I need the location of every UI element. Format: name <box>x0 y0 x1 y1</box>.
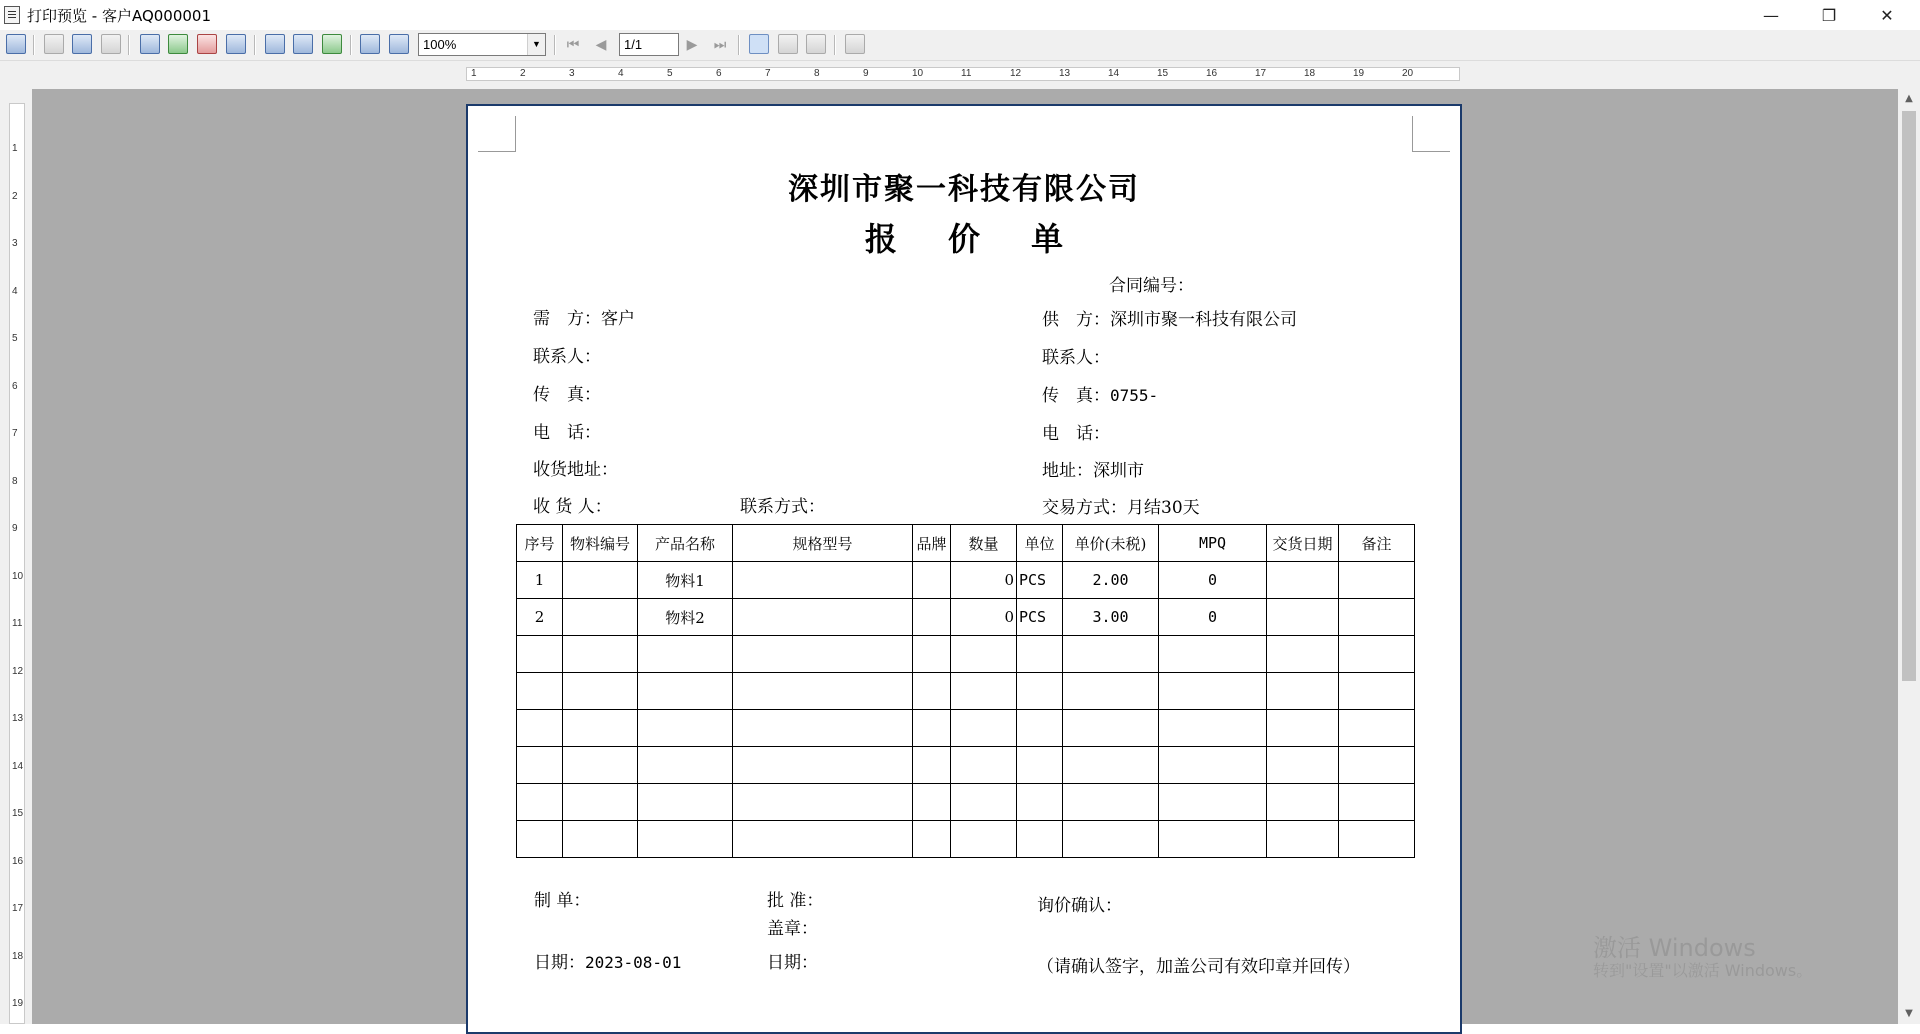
table-cell <box>913 710 951 747</box>
toolbar <box>0 30 1920 61</box>
table-cell: PCS <box>1017 599 1063 636</box>
table-cell: PCS <box>1017 562 1063 599</box>
table-cell <box>638 710 733 747</box>
table-cell: 2 <box>517 599 563 636</box>
zoom-in-icon[interactable] <box>360 34 380 54</box>
seller-phone-label: 电 话： <box>1042 424 1110 444</box>
table-cell <box>563 710 638 747</box>
table-cell <box>951 673 1017 710</box>
seller-address-label: 地址： <box>1042 461 1093 481</box>
ruler-label: 16 <box>12 855 24 867</box>
table-cell <box>638 673 733 710</box>
table-header-cell: MPQ <box>1159 525 1267 562</box>
table-cell <box>517 673 563 710</box>
table-cell <box>951 636 1017 673</box>
restore-button[interactable]: ❐ <box>1821 5 1837 25</box>
first-page-icon[interactable]: ⏮ <box>566 37 580 53</box>
ruler-label: 1 <box>471 68 477 79</box>
ruler-label: 9 <box>863 68 869 79</box>
email-icon[interactable] <box>226 34 246 54</box>
date-1-label: 日期： <box>534 953 585 973</box>
prev-page-icon[interactable]: ◀ <box>595 37 607 53</box>
table-cell <box>563 784 638 821</box>
table-cell <box>951 710 1017 747</box>
ruler-label: 15 <box>12 808 24 819</box>
ruler-label: 16 <box>1206 68 1218 79</box>
ruler-label: 7 <box>12 428 18 439</box>
scroll-up-icon[interactable]: ▲ <box>1905 93 1913 104</box>
buyer-address-label: 收货地址： <box>533 460 618 480</box>
document-title: 报 价 单 <box>864 220 1084 258</box>
title-bar <box>0 0 1920 30</box>
ruler-label: 2 <box>520 68 526 79</box>
table-cell <box>517 784 563 821</box>
table-cell <box>913 599 951 636</box>
zoom-value: 100% <box>423 37 457 52</box>
ruler-label: 15 <box>1157 68 1169 79</box>
table-cell <box>733 673 913 710</box>
table-cell <box>1339 673 1415 710</box>
table-cell <box>1267 821 1339 858</box>
ruler-label: 10 <box>12 570 24 582</box>
ruler-label: 2 <box>12 190 18 202</box>
table-cell <box>517 821 563 858</box>
ruler-label: 3 <box>12 238 18 249</box>
table-cell <box>517 636 563 673</box>
ruler-label: 6 <box>716 68 722 79</box>
vertical-ruler-bar <box>0 89 32 1024</box>
table-cell: 2.00 <box>1063 562 1159 599</box>
table-row <box>517 636 1415 673</box>
ruler-label: 20 <box>1402 68 1414 79</box>
close-icon[interactable] <box>845 34 865 54</box>
table-cell <box>1339 562 1415 599</box>
prepared-by-label: 制 单： <box>534 891 591 911</box>
last-page-icon[interactable]: ⏭ <box>713 37 727 53</box>
date-1 <box>534 948 681 973</box>
tools-icon[interactable] <box>101 34 121 54</box>
book-icon[interactable] <box>72 34 92 54</box>
page-indicator: 1/1 <box>624 37 643 52</box>
table-cell <box>563 673 638 710</box>
table-row <box>517 562 1415 599</box>
table-cell <box>913 821 951 858</box>
ruler-label: 12 <box>1010 68 1022 79</box>
ruler-label: 13 <box>12 713 24 724</box>
table-header-cell: 交货日期 <box>1267 525 1339 562</box>
table-cell: 0 <box>1159 599 1267 636</box>
single-page-icon[interactable] <box>265 34 285 54</box>
table-cell <box>563 636 638 673</box>
table-cell <box>638 784 733 821</box>
table-cell <box>1063 636 1159 673</box>
ruler-label: 14 <box>1108 68 1120 79</box>
table-cell <box>1339 821 1415 858</box>
scroll-down-icon[interactable]: ▼ <box>1905 1008 1913 1019</box>
table-cell <box>1017 710 1063 747</box>
ruler-label: 11 <box>961 68 972 79</box>
quote-table <box>516 524 1415 858</box>
table-cell <box>951 747 1017 784</box>
minimize-button[interactable]: — <box>1763 5 1779 25</box>
hand-icon[interactable] <box>749 34 769 54</box>
seller-fax-label: 传 真： <box>1042 386 1110 406</box>
buyer-fax-label: 传 真： <box>533 385 601 405</box>
table-cell: 0 <box>951 599 1017 636</box>
table-cell <box>913 673 951 710</box>
inquiry-confirm-label: 询价确认： <box>1037 896 1122 916</box>
chevron-down-icon[interactable]: ▼ <box>527 34 545 55</box>
text-select-icon[interactable] <box>778 34 798 54</box>
excel-icon[interactable] <box>168 34 188 54</box>
table-header-cell: 单价(未税) <box>1063 525 1159 562</box>
table-cell <box>951 784 1017 821</box>
table-cell <box>733 784 913 821</box>
table-header-cell: 物料编号 <box>563 525 638 562</box>
table-cell <box>1063 821 1159 858</box>
table-cell <box>1267 747 1339 784</box>
date-1-value: 2023-08-01 <box>585 953 682 972</box>
ruler-label: 10 <box>912 68 924 79</box>
seller-fax-value: 0755- <box>1110 386 1159 405</box>
export-icon[interactable] <box>140 34 160 54</box>
buyer-phone-label: 电 话： <box>533 423 601 443</box>
buyer-party-value: 客户 <box>601 309 635 329</box>
table-cell <box>563 562 638 599</box>
ruler-label: 18 <box>1304 68 1316 79</box>
vertical-ruler <box>9 103 25 1024</box>
table-body <box>517 562 1415 858</box>
print-icon[interactable] <box>44 34 64 54</box>
table-header-cell: 数量 <box>951 525 1017 562</box>
activation-watermark-title: 激活 Windows <box>1593 934 1756 962</box>
seal-label: 盖章： <box>767 919 818 939</box>
seller-address-value: 深圳市 <box>1093 461 1144 481</box>
table-row <box>517 673 1415 710</box>
margin-corner-top-left <box>478 116 516 152</box>
seller-fax <box>1042 381 1158 406</box>
table-cell <box>638 636 733 673</box>
table-cell <box>1267 784 1339 821</box>
table-cell <box>563 821 638 858</box>
confirm-note: （请确认签字，加盖公司有效印章并回传） <box>1037 957 1360 977</box>
seller-contact-label: 联系人： <box>1042 348 1110 368</box>
ruler-label: 19 <box>12 998 24 1009</box>
ruler-label: 17 <box>1255 68 1267 79</box>
seller-party-value: 深圳市聚一科技有限公司 <box>1110 310 1297 330</box>
table-cell <box>951 821 1017 858</box>
table-cell <box>1017 673 1063 710</box>
table-cell <box>1017 636 1063 673</box>
seller-address <box>1042 456 1144 481</box>
table-cell <box>1063 784 1159 821</box>
table-row <box>517 821 1415 858</box>
buyer-party <box>533 304 635 329</box>
ruler-label: 13 <box>1059 68 1071 79</box>
table-cell <box>733 636 913 673</box>
table-header-cell: 品牌 <box>913 525 951 562</box>
table-header-cell: 产品名称 <box>638 525 733 562</box>
ruler-label: 8 <box>814 68 820 79</box>
table-cell <box>1063 710 1159 747</box>
table-cell <box>517 710 563 747</box>
activation-watermark-subtitle: 转到"设置"以激活 Windows。 <box>1593 961 1813 980</box>
table-cell: 0 <box>951 562 1017 599</box>
ruler-label: 17 <box>12 903 24 914</box>
table-cell: 3.00 <box>1063 599 1159 636</box>
table-cell <box>1267 636 1339 673</box>
table-cell <box>1063 673 1159 710</box>
view-icon[interactable] <box>6 34 26 54</box>
table-cell <box>1017 784 1063 821</box>
zoom-select[interactable] <box>418 33 546 56</box>
table-cell <box>733 710 913 747</box>
table-header-cell: 备注 <box>1339 525 1415 562</box>
print-page <box>466 104 1462 1034</box>
table-cell: 物料1 <box>638 562 733 599</box>
ruler-label: 7 <box>765 68 771 79</box>
trade-terms <box>1042 493 1200 518</box>
buyer-party-label: 需 方： <box>533 309 601 329</box>
page-input[interactable] <box>619 33 679 56</box>
table-cell <box>1017 821 1063 858</box>
table-row <box>517 599 1415 636</box>
ruler-label: 4 <box>12 285 18 297</box>
scroll-thumb[interactable] <box>1902 111 1916 681</box>
table-cell <box>563 599 638 636</box>
margin-corner-top-right <box>1412 116 1450 152</box>
table-cell <box>913 636 951 673</box>
grid-icon[interactable] <box>322 34 342 54</box>
table-cell <box>733 562 913 599</box>
table-cell <box>1267 562 1339 599</box>
table-cell: 1 <box>517 562 563 599</box>
table-cell <box>1159 636 1267 673</box>
table-cell <box>1339 599 1415 636</box>
table-cell <box>733 747 913 784</box>
table-cell <box>733 821 913 858</box>
table-header-cell: 序号 <box>517 525 563 562</box>
table-cell <box>1267 673 1339 710</box>
app-icon <box>4 6 20 24</box>
table-header-cell: 规格型号 <box>733 525 913 562</box>
table-cell <box>1017 747 1063 784</box>
ruler-label: 1 <box>12 143 18 154</box>
horizontal-ruler <box>466 67 1460 81</box>
ruler-label: 12 <box>12 665 24 677</box>
trade-terms-label: 交易方式： <box>1042 498 1127 518</box>
table-cell <box>913 562 951 599</box>
ruler-label: 11 <box>12 618 23 629</box>
table-cell <box>1159 821 1267 858</box>
ruler-label: 8 <box>12 475 18 487</box>
approved-by-label: 批 准： <box>767 891 824 911</box>
table-cell <box>1339 710 1415 747</box>
table-cell <box>913 747 951 784</box>
table-header-row <box>517 525 1415 562</box>
zoom-out-icon[interactable] <box>389 34 409 54</box>
seller-party-label: 供 方： <box>1042 310 1110 330</box>
table-row <box>517 747 1415 784</box>
company-name: 深圳市聚一科技有限公司 <box>788 172 1140 207</box>
ruler-label: 9 <box>12 523 18 534</box>
table-header-cell: 单位 <box>1017 525 1063 562</box>
ruler-label: 19 <box>1353 68 1365 79</box>
table-cell <box>638 821 733 858</box>
table-cell <box>913 784 951 821</box>
seller-party <box>1042 305 1297 330</box>
pdf-icon[interactable] <box>197 34 217 54</box>
ruler-label: 5 <box>12 333 18 344</box>
table-row <box>517 784 1415 821</box>
horizontal-ruler-bar <box>0 61 1920 89</box>
table-cell <box>1267 599 1339 636</box>
table-cell <box>563 747 638 784</box>
buyer-contact-label: 联系人： <box>533 347 601 367</box>
ruler-label: 14 <box>12 760 24 772</box>
copy-icon[interactable] <box>806 34 826 54</box>
window-title: 打印预览 - 客户AQ000001 <box>27 7 212 25</box>
table-cell <box>1159 784 1267 821</box>
contact-method-label: 联系方式： <box>740 497 825 517</box>
table-cell <box>1267 710 1339 747</box>
date-2-label: 日期： <box>767 953 818 973</box>
trade-terms-value: 月结30天 <box>1127 498 1200 518</box>
table-cell <box>1159 673 1267 710</box>
table-cell <box>1159 747 1267 784</box>
ruler-label: 18 <box>12 950 24 962</box>
table-cell <box>1063 747 1159 784</box>
multi-page-icon[interactable] <box>293 34 313 54</box>
receiver-label: 收 货 人： <box>533 497 612 517</box>
table-row <box>517 710 1415 747</box>
contract-no-label: 合同编号： <box>1109 276 1194 296</box>
ruler-label: 4 <box>618 68 624 79</box>
next-page-icon[interactable]: ▶ <box>686 37 698 53</box>
ruler-label: 3 <box>569 68 575 79</box>
table-cell <box>1339 784 1415 821</box>
table-cell <box>1339 636 1415 673</box>
table-cell <box>1159 710 1267 747</box>
ruler-label: 6 <box>12 380 18 392</box>
table-cell: 0 <box>1159 562 1267 599</box>
table-cell: 物料2 <box>638 599 733 636</box>
table-cell <box>1339 747 1415 784</box>
table-cell <box>638 747 733 784</box>
close-window-button[interactable]: ✕ <box>1880 5 1894 25</box>
ruler-label: 5 <box>667 68 673 79</box>
vertical-scrollbar[interactable] <box>1898 89 1920 1024</box>
table-cell <box>733 599 913 636</box>
table-cell <box>517 747 563 784</box>
